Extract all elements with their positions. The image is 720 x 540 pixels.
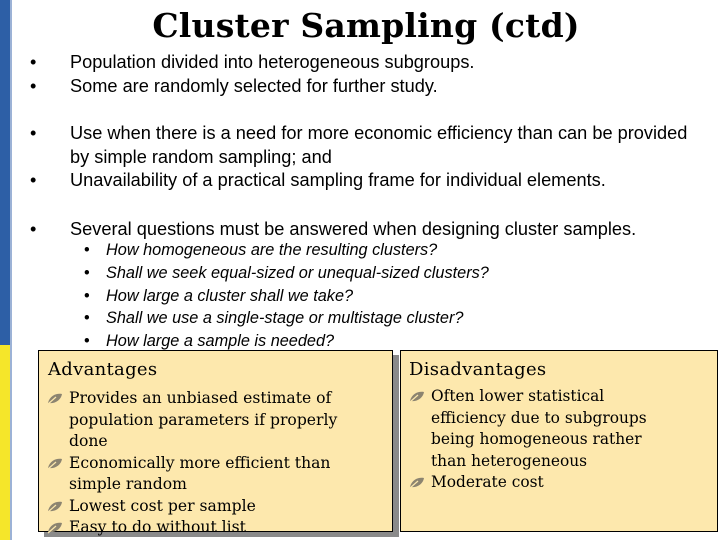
advantages-heading: Advantages bbox=[48, 359, 158, 380]
sub-question-item: • How large a sample is needed? bbox=[84, 330, 489, 353]
bullet-item: • Some are randomly selected for further study. bbox=[28, 75, 474, 99]
advantage-item bbox=[45, 517, 380, 539]
sub-question-list bbox=[84, 239, 489, 353]
advantage-text: Provides an unbiased estimate of population parameters if properly done bbox=[69, 389, 338, 450]
leaf-bullet-icon bbox=[409, 476, 425, 489]
bullet-list-2 bbox=[28, 122, 688, 193]
disadvantages-list bbox=[407, 386, 707, 494]
slide-title: Cluster Sampling (ctd) bbox=[152, 6, 580, 45]
advantages-box bbox=[38, 350, 393, 536]
advantage-item bbox=[45, 496, 380, 518]
advantage-item bbox=[45, 453, 380, 496]
bullet-list-1 bbox=[28, 51, 474, 98]
sub-question-item: • Shall we seek equal-sized or unequal-sized clusters? bbox=[84, 262, 489, 285]
disadvantage-item bbox=[407, 386, 707, 472]
advantage-text: Economically more efficient than simple random bbox=[69, 453, 331, 493]
bullet-item: • Unavailability of a practical sampling frame for individual elements. bbox=[28, 169, 688, 193]
leaf-bullet-icon bbox=[47, 392, 63, 405]
bullet-item: • Use when there is a need for more economic efficiency than can be provided by simple random sampling; and bbox=[28, 122, 688, 169]
left-stripe-yellow bbox=[0, 345, 10, 540]
leaf-bullet-icon bbox=[47, 521, 63, 534]
advantage-item bbox=[45, 388, 380, 453]
left-stripe-blue bbox=[0, 0, 10, 345]
sub-question-item: • How homogeneous are the resulting clusters? bbox=[84, 239, 489, 262]
advantages-list bbox=[45, 388, 380, 539]
sub-question-item: • Shall we use a single-stage or multistage cluster? bbox=[84, 307, 489, 330]
disadvantages-heading: Disadvantages bbox=[409, 359, 547, 380]
advantage-text: Easy to do without list bbox=[69, 518, 246, 536]
disadvantage-text: Moderate cost bbox=[431, 473, 544, 491]
leaf-bullet-icon bbox=[409, 390, 425, 403]
bullet-item: • Several questions must be answered when designing cluster samples. bbox=[28, 218, 636, 242]
leaf-bullet-icon bbox=[47, 500, 63, 513]
advantage-text: Lowest cost per sample bbox=[69, 496, 256, 515]
left-stripe-edge bbox=[10, 0, 12, 540]
bullet-item: • Population divided into heterogeneous subgroups. bbox=[28, 51, 474, 75]
disadvantage-item bbox=[407, 472, 707, 494]
leaf-bullet-icon bbox=[47, 457, 63, 470]
disadvantage-text: Often lower statistical efficiency due to subgroups being homogeneous rather than heterogeneous bbox=[431, 387, 647, 470]
sub-question-item: • How large a cluster shall we take? bbox=[84, 285, 489, 308]
disadvantages-box bbox=[400, 350, 718, 532]
